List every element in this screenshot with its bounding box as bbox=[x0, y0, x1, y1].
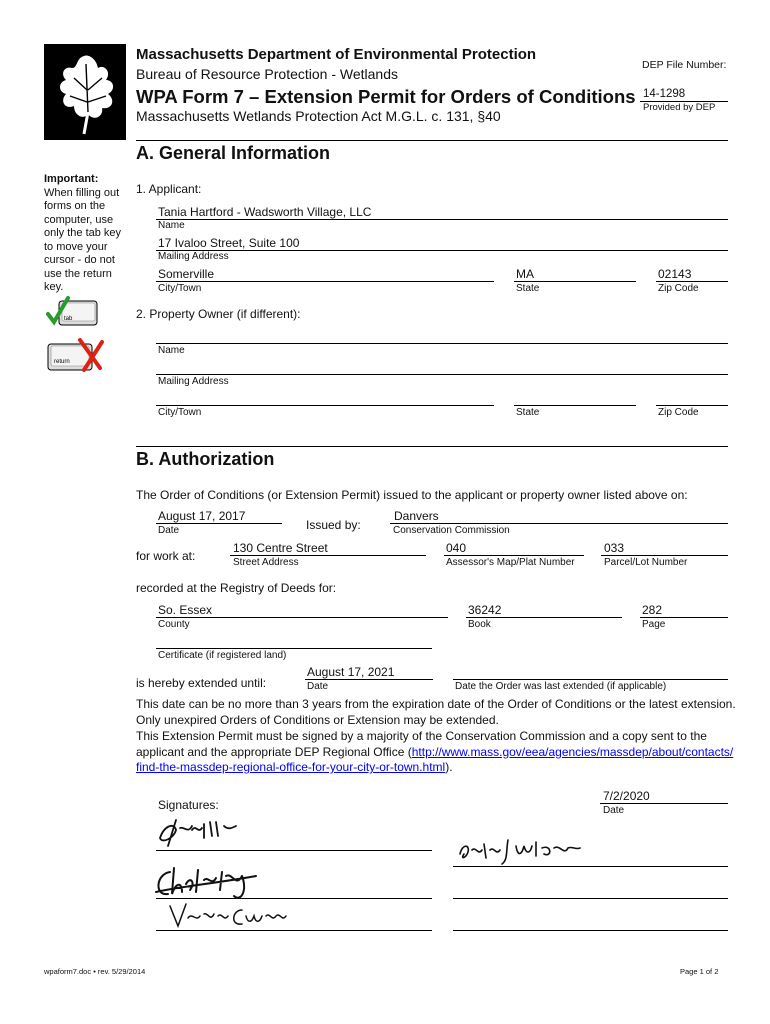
certificate-label: Certificate (if registered land) bbox=[158, 650, 287, 661]
owner-label: 2. Property Owner (if different): bbox=[136, 307, 301, 321]
tab-key-checkmark-icon bbox=[46, 296, 100, 330]
dep-file-number[interactable]: 14-1298 bbox=[643, 88, 686, 100]
issuer-line bbox=[390, 523, 728, 524]
name-label: Name bbox=[158, 220, 185, 231]
dep-oak-leaf-logo bbox=[44, 44, 126, 140]
last-extended-label: Date the Order was last extended (if applicable) bbox=[455, 681, 667, 692]
owner-zip-line[interactable] bbox=[656, 405, 728, 406]
applicant-address-value[interactable]: 17 Ivaloo Street, Suite 100 bbox=[158, 236, 300, 250]
agency-name: Massachusetts Department of Environmental Protection bbox=[136, 46, 537, 63]
applicant-city-line bbox=[156, 281, 494, 282]
dep-file-label: DEP File Number: bbox=[642, 59, 727, 71]
extended-date-line bbox=[305, 679, 433, 680]
act-citation: Massachusetts Wetlands Protection Act M.G.L. c. 131, §40 bbox=[136, 108, 501, 124]
issue-date-line bbox=[156, 523, 282, 524]
street-label: Street Address bbox=[233, 557, 299, 568]
street-line bbox=[230, 555, 426, 556]
issue-date-label: Date bbox=[158, 525, 180, 536]
parcel-line bbox=[601, 555, 728, 556]
return-key-text: return bbox=[54, 359, 70, 365]
map-line bbox=[444, 555, 584, 556]
applicant-address-line bbox=[156, 250, 728, 251]
signature-1-icon bbox=[154, 816, 244, 852]
signing-note bbox=[136, 729, 736, 776]
for-work-label: for work at: bbox=[136, 549, 196, 563]
city-label: City/Town bbox=[158, 283, 202, 294]
tab-key-text: tab bbox=[64, 316, 73, 322]
page-line bbox=[640, 617, 728, 618]
signature-2-icon bbox=[456, 834, 586, 868]
section-a-rule bbox=[136, 140, 728, 141]
bureau-name: Bureau of Resource Protection - Wetlands bbox=[136, 66, 398, 82]
side-note-text: When filling out forms on the computer, use only the tab key to move your cursor - do not use the return key. bbox=[44, 186, 122, 293]
map-label: Assessor's Map/Plat Number bbox=[446, 557, 575, 568]
link-close-paren: ). bbox=[445, 760, 453, 774]
last-extended-line[interactable] bbox=[453, 679, 728, 680]
signatures-label: Signatures: bbox=[158, 798, 219, 812]
section-a-title: A. General Information bbox=[136, 143, 331, 163]
signature-line-4[interactable] bbox=[453, 898, 728, 899]
owner-zip-label: Zip Code bbox=[658, 407, 699, 418]
owner-name-label: Name bbox=[158, 345, 185, 356]
owner-address-line[interactable] bbox=[156, 374, 728, 375]
recorded-label: recorded at the Registry of Deeds for: bbox=[136, 581, 337, 595]
applicant-zip-line bbox=[656, 281, 728, 282]
oak-leaf-icon bbox=[44, 44, 126, 140]
street-value[interactable]: 130 Centre Street bbox=[233, 541, 328, 555]
sign-date-value[interactable]: 7/2/2020 bbox=[603, 789, 650, 803]
applicant-zip-value[interactable]: 02143 bbox=[658, 267, 692, 281]
authorization-intro: The Order of Conditions (or Extension Permit) issued to the applicant or property owner listed above on: bbox=[136, 488, 688, 502]
extended-date-value[interactable]: August 17, 2021 bbox=[307, 665, 395, 679]
county-line bbox=[156, 617, 448, 618]
extended-label: is hereby extended until: bbox=[136, 676, 267, 690]
book-label: Book bbox=[468, 619, 491, 630]
provided-by-label: Provided by DEP bbox=[643, 102, 716, 113]
sign-date-label: Date bbox=[603, 805, 625, 816]
footer-page-number: Page 1 of 2 bbox=[680, 967, 719, 976]
county-label: County bbox=[158, 619, 190, 630]
signature-3-icon bbox=[152, 862, 262, 904]
issuer-value[interactable]: Danvers bbox=[394, 509, 439, 523]
county-value[interactable]: So. Essex bbox=[158, 603, 213, 617]
extended-date-label: Date bbox=[307, 681, 329, 692]
section-b-rule bbox=[136, 446, 728, 447]
certificate-line[interactable] bbox=[156, 648, 432, 649]
signature-4-icon bbox=[164, 900, 294, 932]
sign-date-line bbox=[600, 803, 728, 804]
footer-doc-rev: wpaform7.doc • rev. 5/29/2014 bbox=[44, 967, 146, 976]
state-label: State bbox=[516, 283, 540, 294]
applicant-state-line bbox=[514, 281, 636, 282]
side-note bbox=[44, 173, 126, 295]
page-label: Page bbox=[642, 619, 666, 630]
applicant-name-line bbox=[156, 219, 728, 220]
issued-by-label: Issued by: bbox=[306, 518, 361, 532]
parcel-value[interactable]: 033 bbox=[604, 541, 625, 555]
signing-note-text: This Extension Permit must be signed by a majority of the Conservation Commission and a copy sent to the applicant and the appropriate DEP Regional Office bbox=[136, 729, 707, 759]
owner-state-label: State bbox=[516, 407, 540, 418]
regional-office-link[interactable]: http://www.mass.gov/eea/agencies/massdep/about/contacts/find-the-massdep-regional-office-for-your-city-or-town.html bbox=[136, 744, 734, 774]
book-value[interactable]: 36242 bbox=[468, 603, 502, 617]
section-b-title: B. Authorization bbox=[136, 449, 275, 469]
return-key-x-icon bbox=[46, 336, 106, 376]
owner-name-line[interactable] bbox=[156, 343, 728, 344]
parcel-label: Parcel/Lot Number bbox=[604, 557, 688, 568]
owner-city-label: City/Town bbox=[158, 407, 202, 418]
side-note-heading: Important: bbox=[44, 173, 99, 185]
applicant-label: 1. Applicant: bbox=[136, 182, 202, 196]
expiration-note: This date can be no more than 3 years from the expiration date of the Order of Conditions or the latest extension. Only unexpired Orders of Conditions or Extension may be extended. bbox=[136, 697, 736, 727]
map-value[interactable]: 040 bbox=[446, 541, 467, 555]
applicant-name-value[interactable]: Tania Hartford - Wadsworth Village, LLC bbox=[158, 205, 372, 219]
issuer-label: Conservation Commission bbox=[393, 525, 510, 536]
link-open-paren: ( bbox=[407, 744, 412, 759]
owner-state-line[interactable] bbox=[514, 405, 636, 406]
book-line bbox=[466, 617, 622, 618]
form-title: WPA Form 7 – Extension Permit for Orders of Conditions bbox=[136, 86, 636, 107]
mailing-label: Mailing Address bbox=[158, 251, 229, 262]
signature-line-6[interactable] bbox=[453, 930, 728, 931]
zip-label: Zip Code bbox=[658, 283, 699, 294]
applicant-state-value[interactable]: MA bbox=[516, 267, 534, 281]
page-value[interactable]: 282 bbox=[642, 603, 663, 617]
applicant-city-value[interactable]: Somerville bbox=[158, 267, 215, 281]
owner-city-line[interactable] bbox=[156, 405, 494, 406]
issue-date-value[interactable]: August 17, 2017 bbox=[158, 509, 246, 523]
owner-mailing-label: Mailing Address bbox=[158, 376, 229, 387]
